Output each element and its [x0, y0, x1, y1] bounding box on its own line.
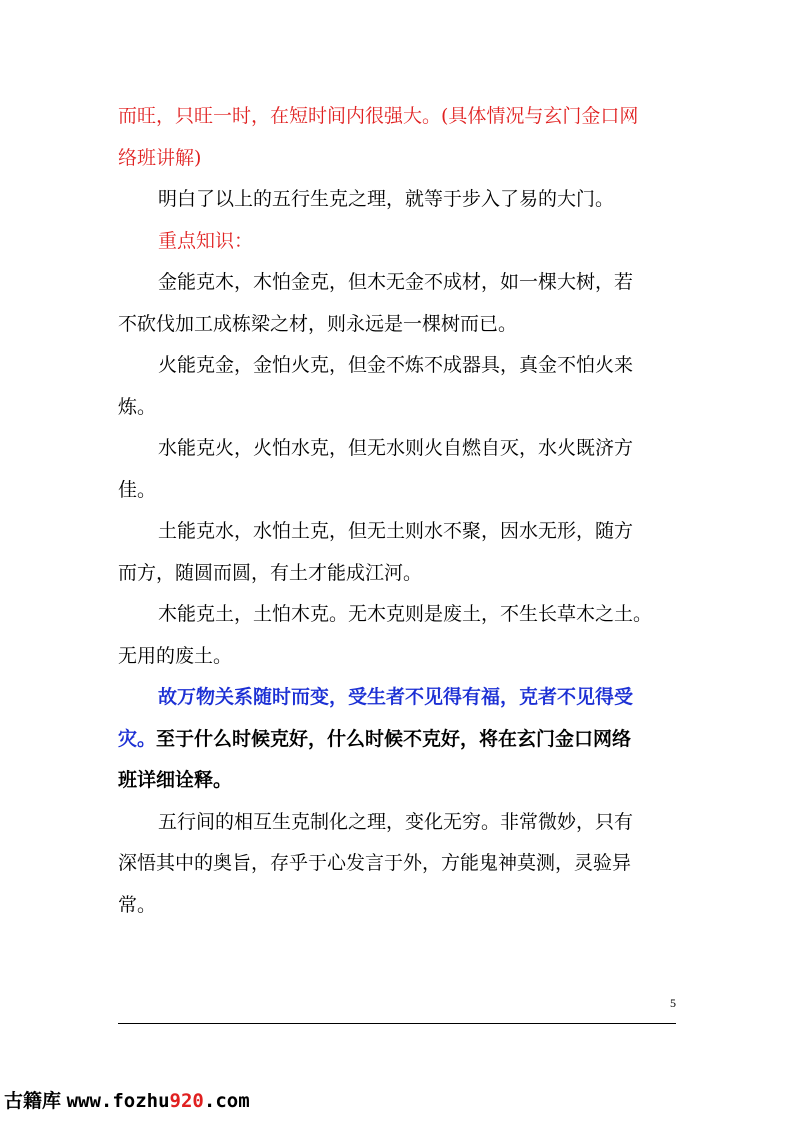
paragraph-line: 深悟其中的奥旨，存乎于心发言于外，方能鬼神莫测，灵验异: [118, 852, 632, 874]
watermark-url: [67, 1090, 250, 1112]
bold-text: 至于什么时候克好，什么时候不克好，将在玄门金口网络: [156, 727, 632, 750]
paragraph-line: [118, 719, 678, 761]
paragraph-line: 络班讲解): [118, 146, 202, 169]
watermark: [4, 1088, 250, 1114]
watermark-url-prefix: www.fozhu: [66, 1090, 170, 1112]
body-text: [118, 96, 678, 926]
watermark-url-suffix: .com: [203, 1090, 250, 1112]
paragraph-line: 班详细诠释。: [118, 769, 233, 791]
watermark-url-number: 920: [169, 1090, 204, 1112]
paragraph-line: 故万物关系随时而变，受生者不见得有福，克者不见得受: [158, 686, 634, 708]
paragraph-line: 火能克金，金怕火克，但金不炼不成器具，真金不怕火来: [158, 354, 634, 376]
section-heading: 重点知识：: [158, 229, 254, 252]
paragraph-line: 金能克木，木怕金克，但木无金不成材，如一棵大树，若: [158, 271, 634, 293]
paragraph-line: 明白了以上的五行生克之理，就等于步入了易的大门。: [158, 188, 615, 210]
highlight-text: 灾。: [118, 727, 157, 750]
paragraph-line: 而方，随圆而圆，有土才能成江河。: [118, 561, 423, 584]
page-number: 5: [670, 996, 676, 1010]
paragraph-line: 五行间的相互生克制化之理，变化无穷。非常微妙，只有: [158, 810, 634, 833]
paragraph-line: 土能克水，水怕土克，但无土则水不聚，因水无形，随方: [158, 520, 634, 542]
footer-divider: [118, 1023, 676, 1024]
paragraph-line: 不砍伐加工成栋梁之材，则永远是一棵树而已。: [118, 312, 518, 335]
paragraph-line: 炼。: [118, 395, 157, 418]
paragraph-line: 而旺，只旺一时，在短时间内很强大。(具体情况与玄门金口网: [118, 105, 639, 127]
paragraph-line: 水能克火，火怕水克，但无水则火自燃自灭，水火既济方: [158, 437, 634, 459]
paragraph-line: 无用的废土。: [118, 644, 233, 667]
paragraph-line: 佳。: [118, 478, 157, 501]
watermark-site-name: 古籍库: [4, 1090, 62, 1112]
paragraph-line: 常。: [118, 893, 157, 916]
paragraph-line: 木能克土，土怕木克。无木克则是废土，不生长草木之土。: [158, 603, 653, 625]
